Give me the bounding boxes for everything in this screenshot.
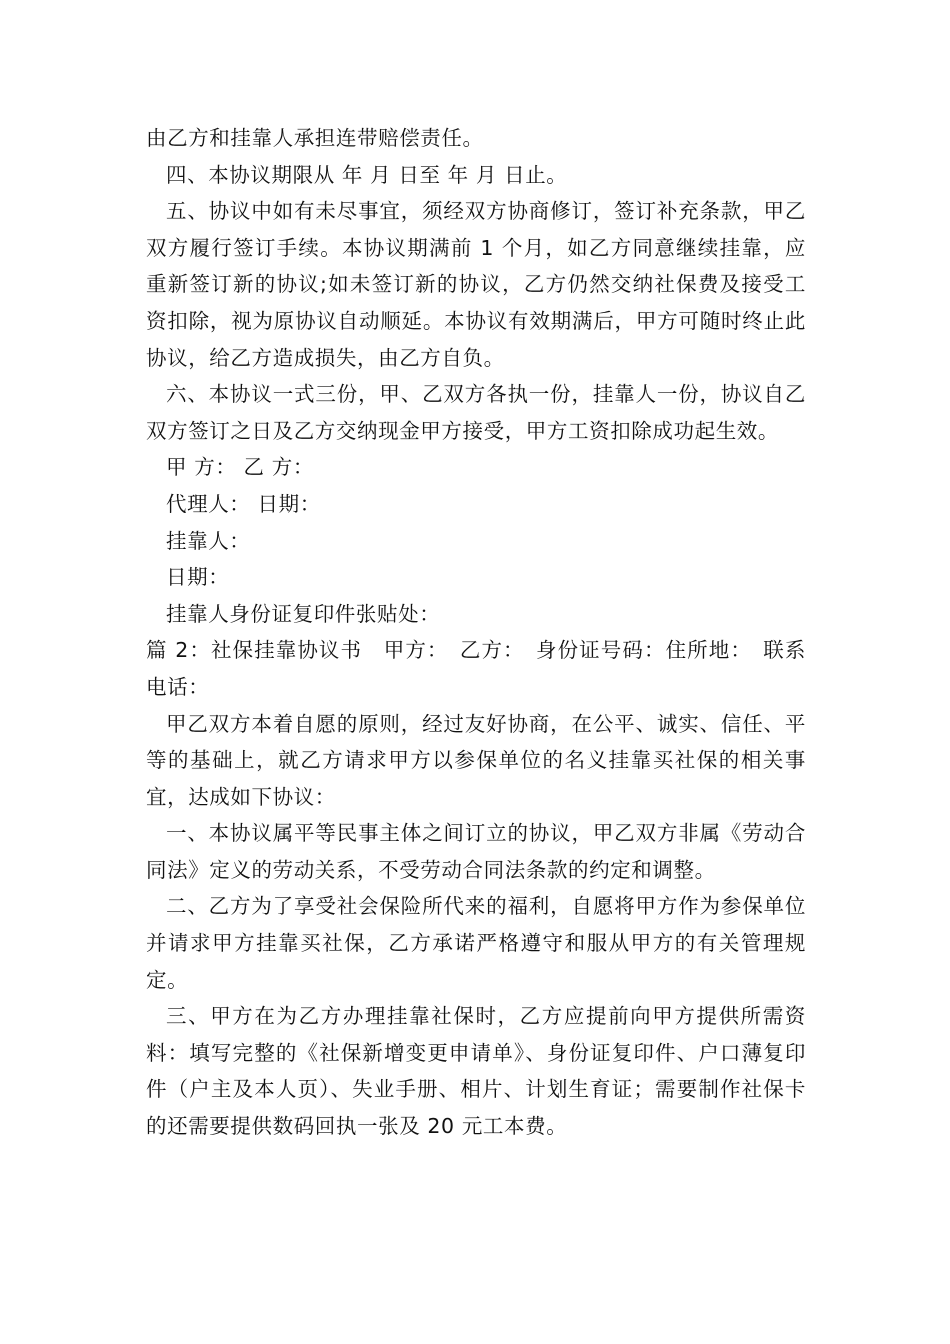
signature-agent-date: 代理人： 日期： bbox=[166, 491, 321, 516]
paragraph-preamble: 甲乙双方本着自愿的原则，经过友好协商，在公平、诚实、信任、平等的基础上，就乙方请求甲方以参保单位的名义挂靠买社保的相关事宜，达成如下协议： bbox=[146, 711, 806, 809]
paragraph-clause-three: 三、甲方在为乙方办理挂靠社保时，乙方应提前向甲方提供所需资料：填写完整的《社保新增变更申请单》、身份证复印件、户口薄复印件（户主及本人页）、失业手册、相片、计划生育证；需要制作社保卡的还需要提供数码回执一张及 20 元工本费。 bbox=[146, 1004, 806, 1139]
section-two-heading: 篇 2：社保挂靠协议书 甲方： 乙方： 身份证号码：住所地： 联系电话： bbox=[146, 638, 806, 699]
id-copy-placement: 挂靠人身份证复印件张贴处： bbox=[166, 601, 441, 626]
signature-parties: 甲 方： 乙 方： bbox=[166, 455, 314, 480]
signature-affiliate: 挂靠人： bbox=[166, 528, 251, 553]
paragraph-clause-one: 一、本协议属平等民事主体之间订立的协议，甲乙双方非属《劳动合同法》定义的劳动关系，不受劳动合同法条款的约定和调整。 bbox=[146, 821, 806, 882]
paragraph-clause-two: 二、乙方为了享受社会保险所代来的福利，自愿将甲方作为参保单位并请求甲方挂靠买社保，乙方承诺严格遵守和服从甲方的有关管理规定。 bbox=[146, 894, 806, 992]
paragraph-term: 四、本协议期限从 年 月 日至 年 月 日止。 bbox=[166, 162, 568, 187]
paragraph-liability: 由乙方和挂靠人承担连带赔偿责任。 bbox=[146, 126, 484, 150]
paragraph-clause-six: 六、本协议一式三份，甲、乙双方各执一份，挂靠人一份，协议自乙双方签订之日及乙方交纳现金甲方接受，甲方工资扣除成功起生效。 bbox=[146, 382, 806, 443]
document-page bbox=[146, 120, 806, 1145]
paragraph-clause-five: 五、协议中如有未尽事宜，须经双方协商修订，签订补充条款，甲乙双方履行签订手续。本协议期满前 1 个月，如乙方同意继续挂靠，应重新签订新的协议;如未签订新的协议，乙方仍然交纳社保费及接受工资扣除，视为原协议自动顺延。本协议有效期满后，甲方可随时终止此协议，给乙方造成损失，由乙方自负。 bbox=[146, 199, 806, 370]
signature-date: 日期： bbox=[166, 565, 230, 590]
